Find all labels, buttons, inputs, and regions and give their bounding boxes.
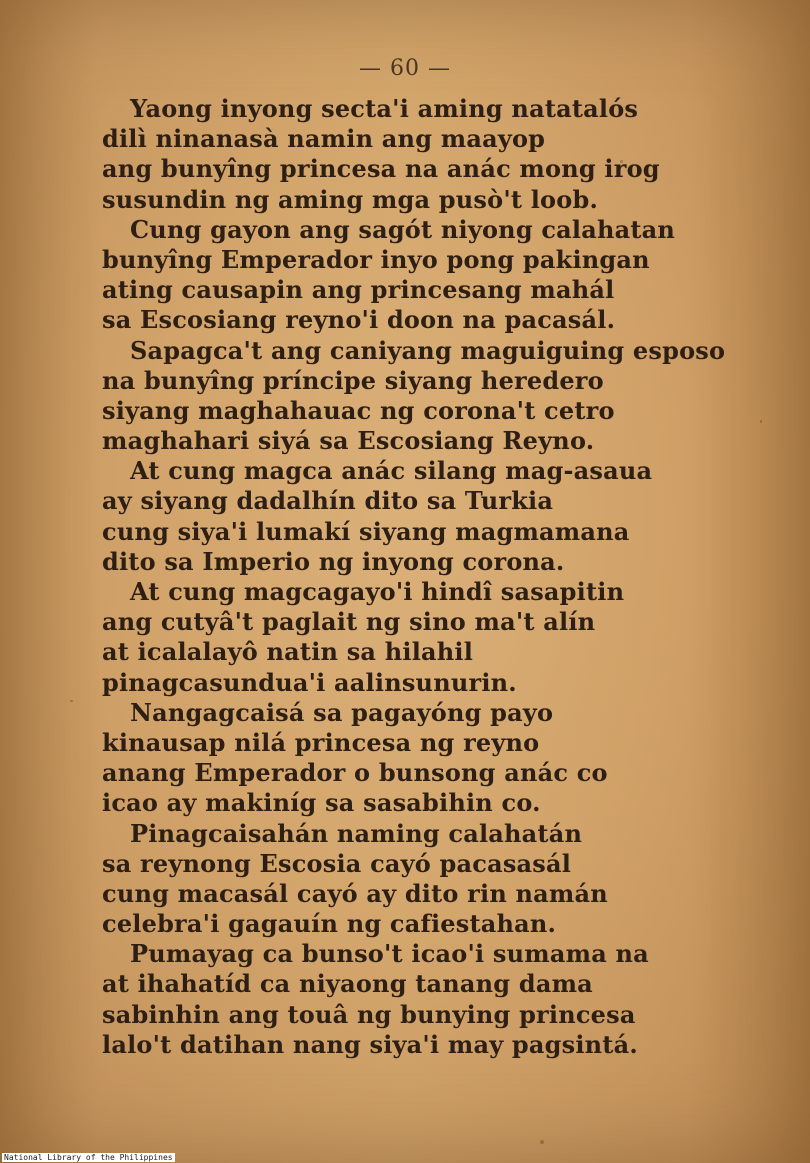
stanza-3 [102,336,742,457]
verse-line: na bunyîng príncipe siyang heredero [102,365,604,395]
verse-line: pinagcasundua'i aalinsunurin. [102,667,517,697]
verse-line: cung siya'i lumakí siyang magmamana [102,516,630,546]
verse-line: Yaong inyong secta'i aming natatalós [130,94,639,123]
verse-line: kinausap nilá princesa ng reyno [102,727,540,757]
verse-line: sa Escosiang reyno'i doon na pacasál. [102,305,616,335]
stanza-4 [102,456,742,577]
verse-line: At cung magca anác silang mag-asaua [130,456,653,486]
verse-line: celebra'i gagauín ng cafiestahan. [102,909,557,939]
verse-line: ang bunyîng princesa na anác mong irog [102,154,660,184]
verse-line: ang cutyâ't paglait ng sino ma't alín [102,607,596,637]
verse-line: dito sa Imperio ng inyong corona. [102,546,565,576]
verse-line: At cung magcagayo'i hindî sasapitin [130,577,625,606]
verse-line: siyang maghahauac ng corona't cetro [102,395,615,425]
paper-speck [760,420,762,423]
stanza-6 [102,698,742,819]
verse-line: at ihahatíd ca niyaong tanang dama [102,969,593,999]
verse-line: Cung gayon ang sagót niyong calahatan [130,214,676,244]
verse-line: ating causapin ang princesang mahál [102,275,615,305]
paper-speck [540,1140,544,1144]
stanza-8 [102,939,742,1060]
verse-line: sa reynong Escosia cayó pacasasál [102,848,572,878]
verse-line: Sapagca't ang caniyang maguiguing esposo [130,335,726,365]
verse-line: cung macasál cayó ay dito rin namán [102,878,608,908]
library-watermark: National Library of the Philippines [4,1153,173,1162]
stanza-2 [102,215,742,336]
verse-line: sabinhin ang touâ ng bunying princesa [102,999,636,1029]
verse-line: lalo't datihan nang siya'i may pagsintá. [102,1029,638,1059]
paper-speck [70,700,73,702]
page-number: — 60 — [359,56,451,81]
stanza-5 [102,577,742,698]
verse-line: at icalalayô natin sa hilahil [102,637,474,667]
verse-line: dilì ninanasà namin ang maayop [102,124,546,154]
verse-line: ay siyang dadalhín dito sa Turkia [102,486,554,516]
verse-line: anang Emperador o bunsong anác co [102,758,608,788]
verse-line: maghahari siyá sa Escosiang Reyno. [102,426,595,456]
verse-line: Pumayag ca bunso't icao'i sumama na [130,939,649,969]
verse-line: Pinagcaisahán naming calahatán [130,818,583,848]
poem-body [102,94,742,1060]
verse-line: icao ay makiníg sa sasabihin co. [102,788,541,818]
verse-line: bunyîng Emperador inyo pong pakingan [102,244,650,274]
stanza-1 [102,94,742,215]
stanza-7 [102,819,742,940]
verse-line: susundin ng aming mga pusò't loob. [102,184,598,214]
verse-line: Nangagcaisá sa pagayóng payo [130,697,554,727]
